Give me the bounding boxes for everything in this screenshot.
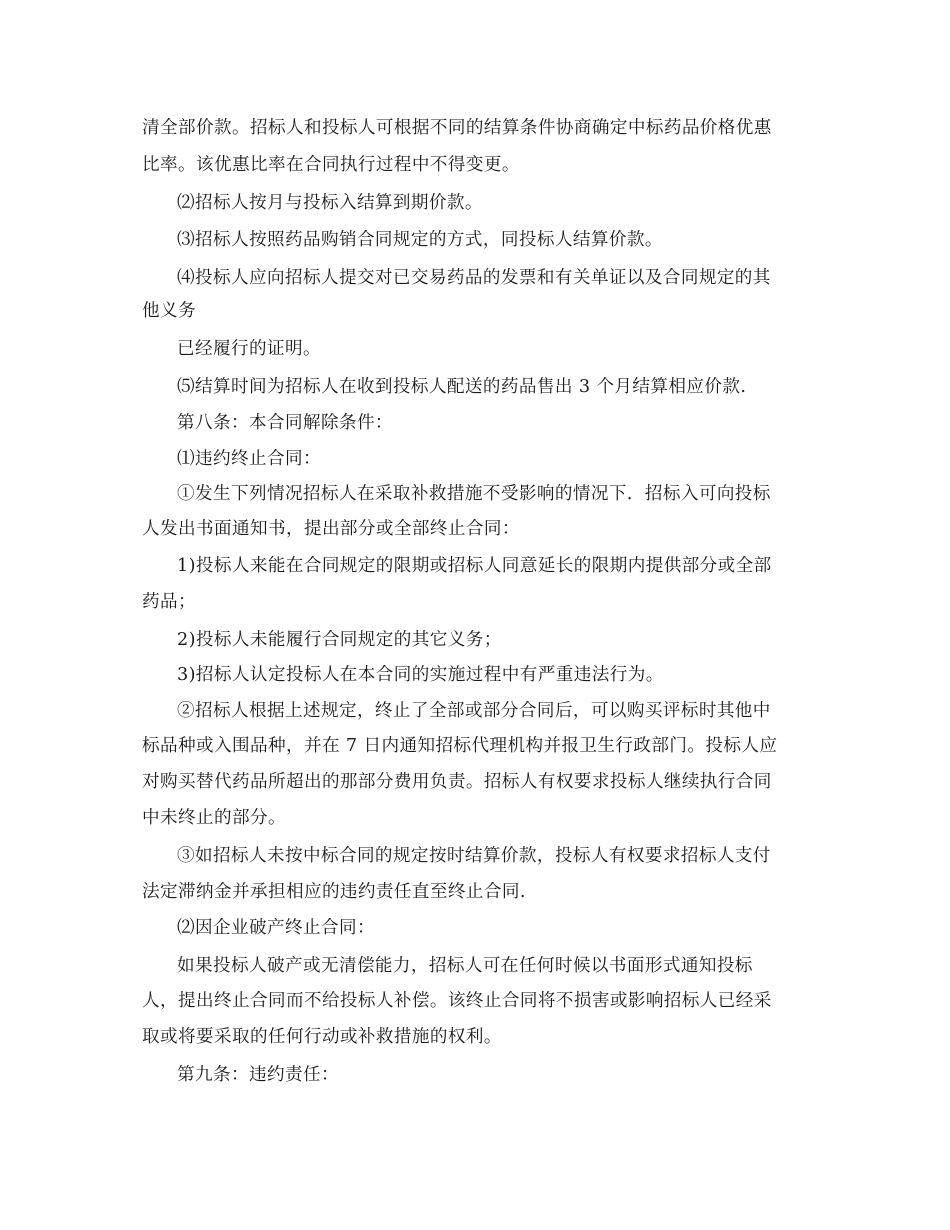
text-line: 1)投标人来能在合同规定的限期或招标人同意延长的限期内提供部分或全部 [177,556,772,576]
text-line: 人，提出终止合同而不给投标人补偿。该终止合同将不损害或影响招标人已经采 [142,991,772,1011]
text-line: ⑵招标人按月与投标入结算到期价款。 [177,193,483,213]
text-line: 他义务 [142,301,196,321]
text-line: 第八条：本合同解除条件： [177,413,393,433]
text-line: 取或将要采取的任何行动或补救措施的权利。 [142,1027,502,1047]
text-line: 2)投标人未能履行合同规定的其它义务； [177,630,502,650]
text-line: 中未终止的部分。 [142,808,286,828]
text-line: 第九条：违约责任： [177,1065,339,1085]
text-line: 药品； [142,592,196,612]
text-line: ②招标人根据上述规定，终止了全部或部分合同后，可以购买评标时其他中 [177,701,771,721]
text-line: 如果投标人破产或无清偿能力，招标人可在任何时候以书面形式通知投标 [177,956,753,976]
text-line: ⑵因企业破产终止合同： [177,918,375,938]
text-line: ⑴违约终止合同： [177,449,321,469]
text-line: ⑸结算时间为招标人在收到投标人配送的药品售出 3 个月结算相应价款. [177,377,747,397]
text-line: 标品种或入围品种，并在 7 日内通知招标代理机构并报卫生行政部门。投标人应 [142,736,778,756]
text-line: 比率。该优惠比率在合同执行过程中不得变更。 [142,155,520,175]
text-line: ⑶招标人按照药品购销合同规定的方式，同投标人结算价款。 [177,230,663,250]
text-line: 清全部价款。招标人和投标人可根据不同的结算条件协商确定中标药品价格优惠 [142,118,772,138]
text-line: 3)招标人认定投标人在本合同的实施过程中有严重违法行为。 [177,665,664,685]
text-line: ⑷投标人应向招标人提交对已交易药品的发票和有关单证以及合同规定的其 [177,268,771,288]
text-line: 人发出书面通知书，提出部分或全部终止合同： [142,519,520,539]
text-line: ①发生下列情况招标人在采取补救措施不受影响的情况下．招标入可向投标 [177,484,771,504]
text-line: 已经履行的证明。 [177,339,321,359]
text-line: 法定滞纳金并承担相应的违约责任直至终止合同. [142,882,526,902]
text-line: 对购买替代药品所超出的那部分费用负责。招标人有权要求投标人继续执行合同 [142,772,772,792]
text-line: ③如招标人未按中标合同的规定按时结算价款，投标人有权要求招标人支付 [177,846,771,866]
